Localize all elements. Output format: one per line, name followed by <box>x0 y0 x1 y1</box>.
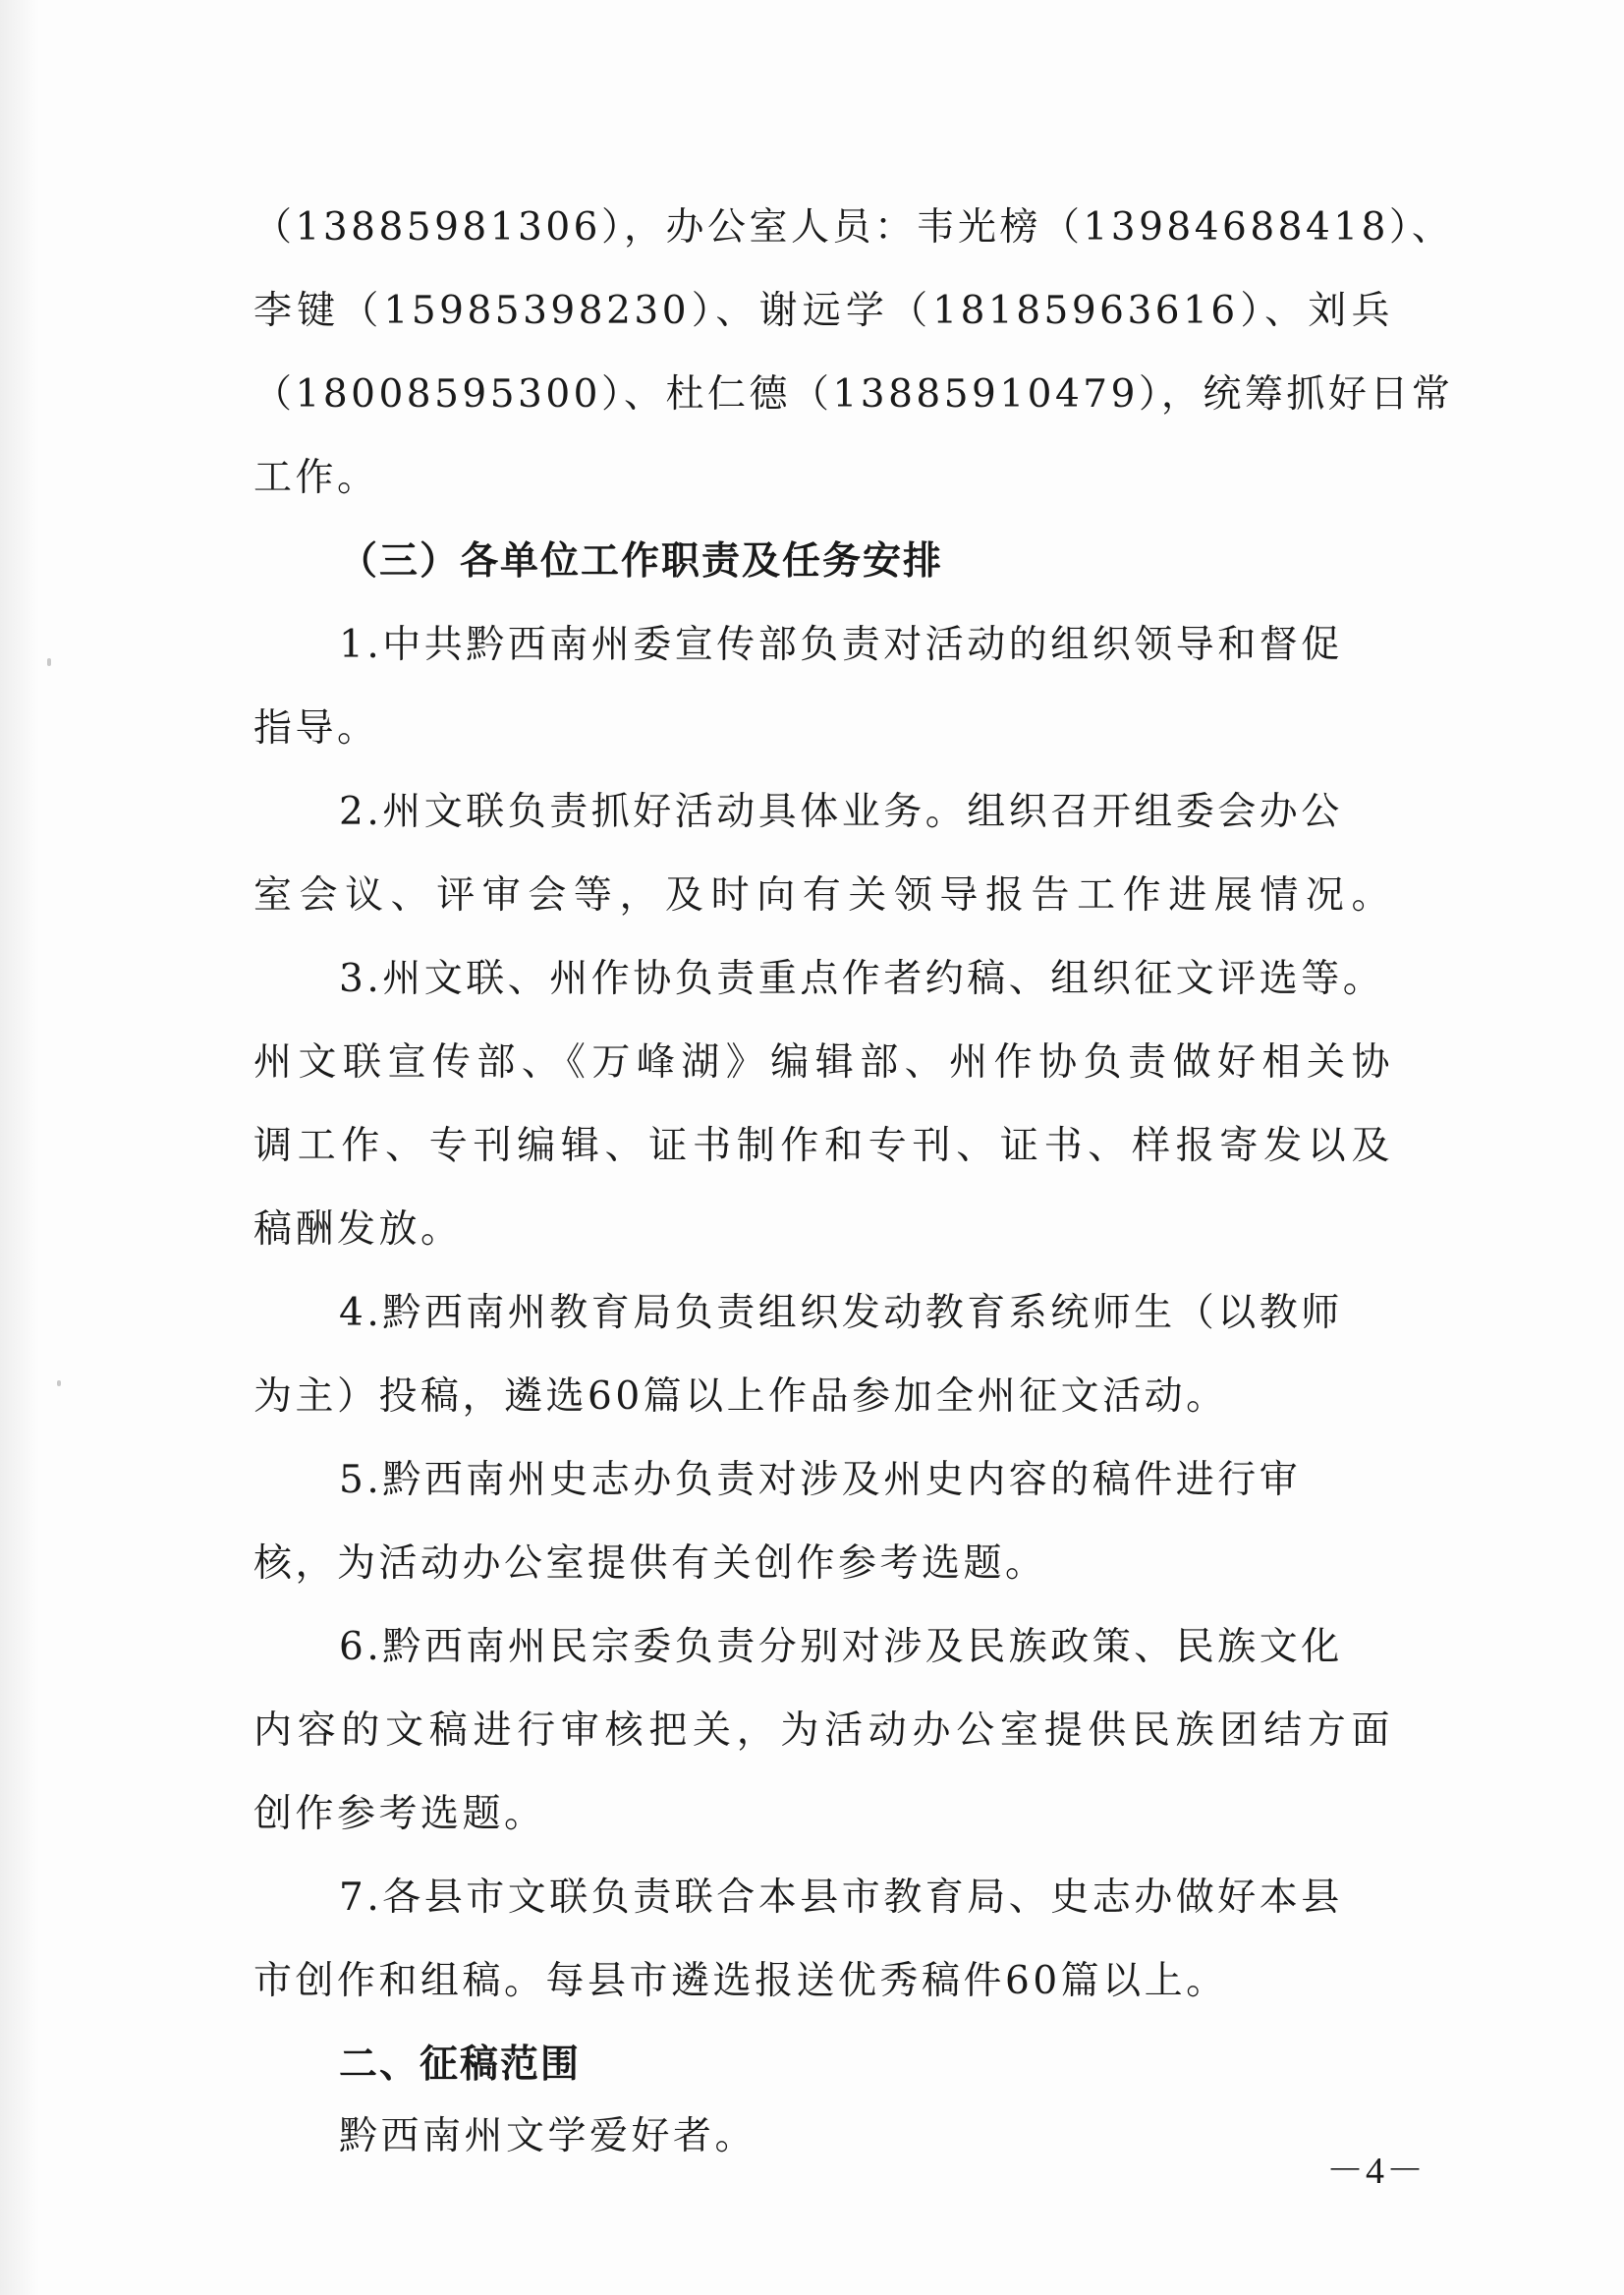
body-line: 核，为活动办公室提供有关创作参考选题。 <box>253 1541 1047 1586</box>
body-line: 室会议、评审会等，及时向有关领导报告工作进展情况。 <box>253 873 1393 918</box>
body-line: 6.黔西南州民宗委负责分别对涉及民族政策、民族文化 <box>339 1625 1343 1669</box>
body-line: 内容的文稿进行审核把关，为活动办公室提供民族团结方面 <box>253 1708 1393 1753</box>
body-line: 2.州文联负责抓好活动具体业务。组织召开组委会办公 <box>339 790 1343 834</box>
body-line: 市创作和组稿。每县市遴选报送优秀稿件60篇以上。 <box>253 1959 1228 2003</box>
body-line: 工作。 <box>253 456 379 500</box>
body-line: 指导。 <box>253 706 379 751</box>
page-number: －4－ <box>1326 2151 1427 2192</box>
body-line: （18008595300）、杜仁德（13885910479），统筹抓好日常 <box>253 372 1454 417</box>
body-line: 李键（15985398230）、谢远学（18185963616）、刘兵 <box>253 289 1393 333</box>
body-line: 稿酬发放。 <box>253 1207 463 1252</box>
body-line: 4.黔西南州教育局负责组织发动教育系统师生（以教师 <box>339 1291 1343 1335</box>
body-line: （13885981306），办公室人员：韦光榜（13984688418）、 <box>253 205 1454 250</box>
body-line: 5.黔西南州史志办负责对涉及州史内容的稿件进行审 <box>339 1458 1302 1502</box>
body-line: 创作参考选题。 <box>253 1792 546 1836</box>
body-line: 3.州文联、州作协负责重点作者约稿、组织征文评选等。 <box>339 957 1385 1001</box>
body-line: 1.中共黔西南州委宣传部负责对活动的组织领导和督促 <box>339 623 1343 667</box>
section-heading: （三）各单位工作职责及任务安排 <box>339 539 944 584</box>
body-line: 黔西南州文学爱好者。 <box>339 2114 757 2158</box>
scan-edge-shadow <box>0 0 39 2295</box>
body-line: 7.各县市文联负责联合本县市教育局、史志办做好本县 <box>339 1875 1343 1920</box>
body-line: 州文联宣传部、《万峰湖》编辑部、州作协负责做好相关协 <box>253 1040 1393 1085</box>
scan-speck <box>47 658 51 666</box>
body-line: 调工作、专刊编辑、证书制作和专刊、证书、样报寄发以及 <box>253 1124 1393 1168</box>
body-line: 为主）投稿，遴选60篇以上作品参加全州征文活动。 <box>253 1374 1228 1419</box>
section-heading: 二、征稿范围 <box>339 2043 582 2087</box>
scan-speck <box>57 1380 61 1386</box>
